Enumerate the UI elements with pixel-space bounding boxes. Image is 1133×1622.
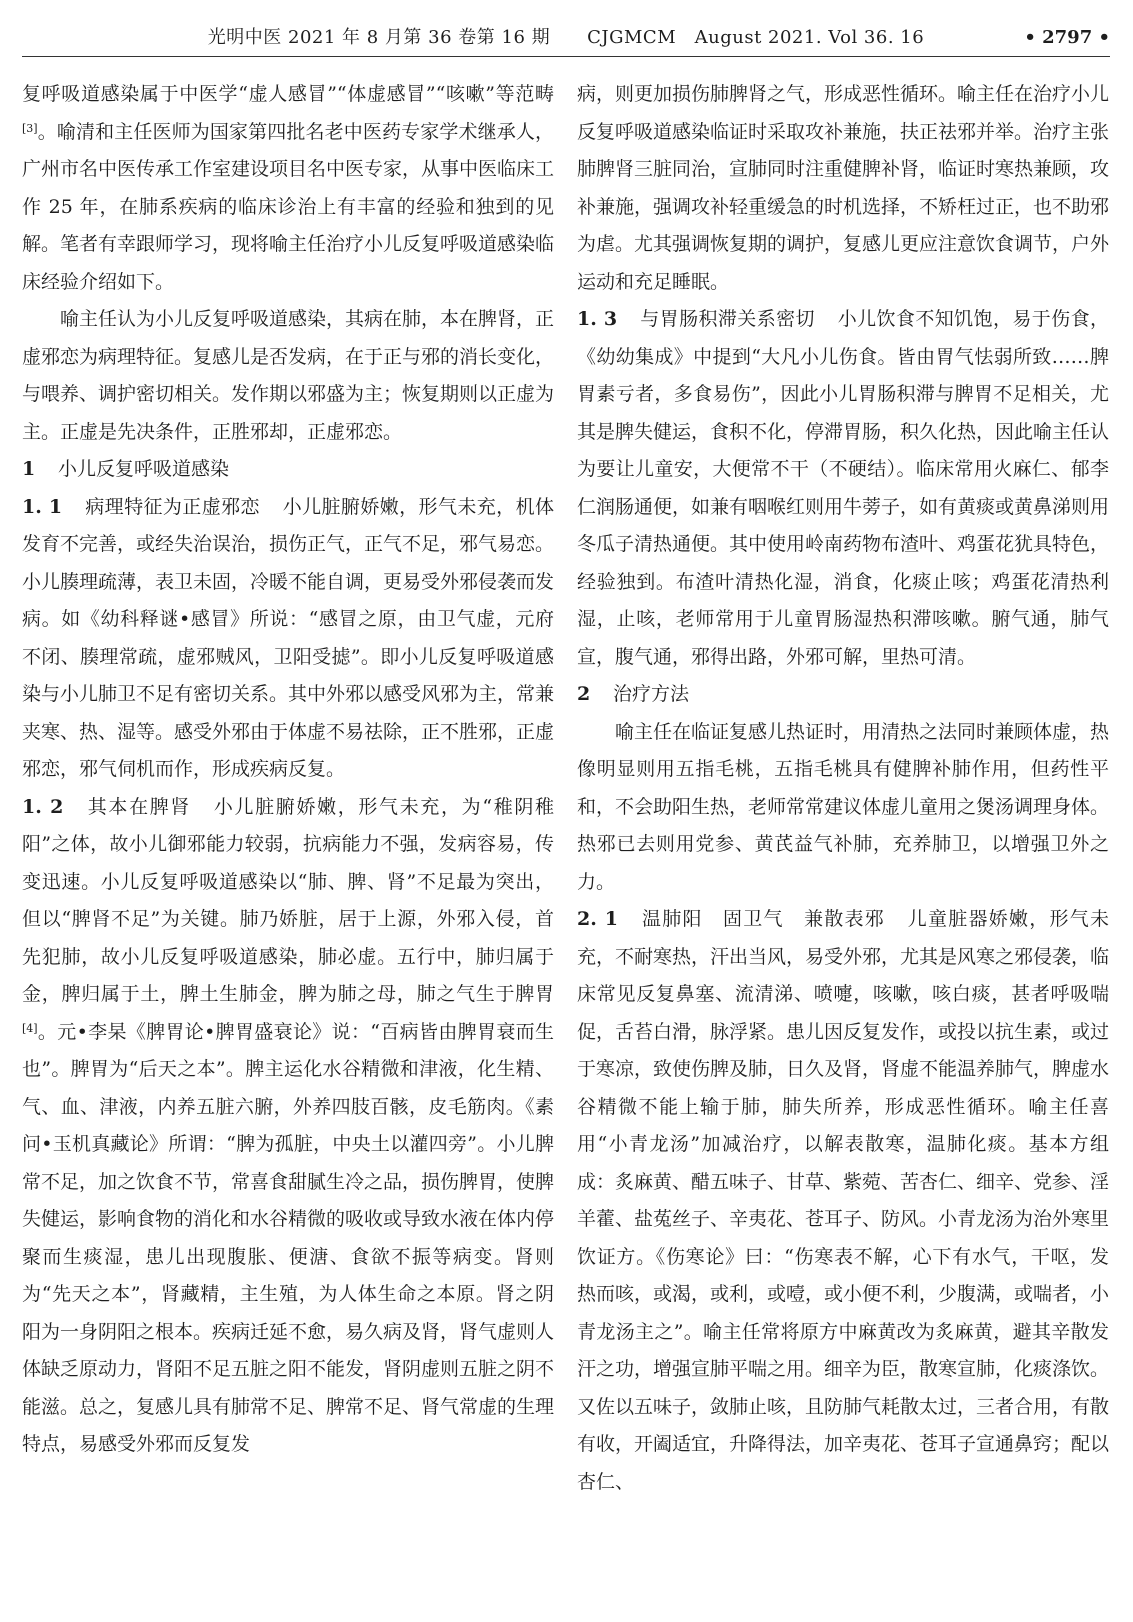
citation-ref-3: [3]	[22, 121, 38, 135]
section-number: 2. 1	[577, 908, 618, 930]
section-number: 1. 2	[22, 795, 64, 818]
intro-text-cont: 。喻清和主任医师为国家第四批名老中医药专家学术继承人，广州市名中医传承工作室建设项目名中医专家，从事中医临床工作 25 年，在肺系疾病的临床诊治上有丰富的经验和独到的见解。笔者有幸跟师学习，现将喻主任治疗小儿反复呼吸道感染临床经验介绍如下。	[22, 120, 554, 293]
section-title: 其本在脾肾	[86, 795, 192, 818]
section-number: 1	[22, 458, 36, 480]
section-text: 小儿脏腑娇嫩，形气未充，为“稚阴稚阳”之体，故小儿御邪能力较弱，抗病能力不强，发病容易，传变迅速。小儿反复呼吸道感染以“肺、脾、肾”不足最为突出，但以“脾肾不足”为关键。肺乃娇脏，居于上源，外邪入侵，首先犯肺，故小儿反复呼吸道感染，肺必虚。五行中，肺归属于金，脾归属于土，脾土生肺金，脾为肺之母，肺之气生于脾胃	[22, 795, 554, 1005]
running-header	[22, 20, 1110, 57]
section-2-1	[577, 901, 1109, 1501]
section-text: 小儿脏腑娇嫩，形气未充，机体发育不完善，或经失治误治，损伤正气，正气不足，邪气易恋。小儿腠理疏薄，表卫未固，冷暖不能自调，更易受外邪侵袭而发病。如《幼科释谜•感冒》所说：“感冒之原，由卫气虚，元府不闭、腠理常疏，虚邪贼风，卫阳受摅”。即小儿反复呼吸道感染与小儿肺卫不足有密切关系。其中外邪以感受风邪为主，常兼夹寒、热、湿等。感受外邪由于体虚不易祛除，正不胜邪，正虚邪恋，邪气伺机而作，形成疾病反复。	[22, 495, 554, 780]
paragraph-continued: 病，则更加损伤肺脾肾之气，形成恶性循环。喻主任在治疗小儿反复呼吸道感染临证时采取攻补兼施，扶正祛邪并举。治疗主张肺脾肾三脏同治，宣肺同时注重健脾补肾，临证时寒热兼顾，攻补兼施，强调攻补轻重缓急的时机选择，不矫枉过正，也不助邪为虐。尤其强调恢复期的调护，复感儿更应注意饮食调节，户外运动和充足睡眠。	[577, 83, 1109, 293]
left-column	[22, 76, 554, 1612]
page-number: • 2797 •	[1024, 27, 1110, 48]
section-number: 1. 1	[22, 495, 63, 518]
section-1-1	[22, 489, 554, 789]
section-title: 病理特征为正虚邪恋	[84, 495, 260, 518]
right-column	[577, 76, 1109, 1612]
section-number: 1. 3	[577, 308, 618, 330]
paragraph-overview: 喻主任认为小儿反复呼吸道感染，其病在肺，本在脾肾，正虚邪恋为病理特征。复感儿是否发病，在于正与邪的消长变化，与喂养、调护密切相关。发作期以邪盛为主；恢复期则以正虚为主。正虚是先决条件，正胜邪却，正虚邪恋。	[22, 308, 554, 443]
citation-ref-4: [4]	[22, 1021, 38, 1035]
section-1-heading	[22, 451, 554, 489]
section-1-2	[22, 789, 554, 1464]
section-1-3	[577, 301, 1109, 676]
section-text-cont: 。元•李杲《脾胃论•脾胃盛衰论》说：“百病皆由脾胃衰而生也”。脾胃为“后天之本”。脾主运化水谷精微和津液，化生精、气、血、津液，内养五脏六腑，外养四肢百骸，皮毛筋肉。《素问•玉机真藏论》所谓：“脾为孤脏，中央土以灌四旁”。小儿脾常不足，加之饮食不节，常喜食甜腻生冷之品，损伤脾胃，使脾失健运，影响食物的消化和水谷精微的吸收或导致水液在体内停聚而生痰湿，患儿出现腹胀、便溏、食欲不振等病变。肾则为“先天之本”，肾藏精，主生殖，为人体生命之本原。肾之阴阳为一身阴阳之根本。疾病迁延不愈，易久病及肾，肾气虚则人体缺乏原动力，肾阳不足五脏之阳不能发，肾阴虚则五脏之阴不能滋。总之，复感儿具有肺常不足、脾常不足、肾气常虚的生理特点，易感受外邪而反复发	[22, 1020, 554, 1455]
journal-info: 光明中医 2021 年 8 月第 36 卷第 16 期 CJGMCM August 2021. Vol 36. 16	[207, 27, 925, 48]
section-title: 与胃肠积滞关系密切	[639, 308, 815, 330]
section-title: 温肺阳 固卫气 兼散表邪	[640, 908, 885, 930]
section-text: 儿童脏器娇嫩，形气未充，不耐寒热，汗出当风，易受外邪，尤其是风寒之邪侵袭，临床常见反复鼻塞、流清涕、喷嚏，咳嗽，咳白痰，甚者呼吸喘促，舌苔白滑，脉浮紧。患儿因反复发作，或投以抗生素，或过于寒凉，致使伤脾及肺，日久及肾，肾虚不能温养肺气，脾虚水谷精微不能上输于肺，肺失所养，形成恶性循环。喻主任喜用“小青龙汤”加减治疗，以解表散寒，温肺化痰。基本方组成：炙麻黄、醋五味子、甘草、紫菀、苦杏仁、细辛、党参、淫羊藿、盐菟丝子、辛夷花、苍耳子、防风。小青龙汤为治外寒里饮证方。《伤寒论》曰：“伤寒表不解，心下有水气，干呕，发热而咳，或渴，或利，或噎，或小便不利，少腹满，或喘者，小青龙汤主之”。喻主任常将原方中麻黄改为炙麻黄，避其辛散发汗之功，增强宣肺平喘之用。细辛为臣，散寒宣肺，化痰涤饮。又佐以五味子，敛肺止咳，且防肺气耗散太过，三者合用，有散有收，开阖适宜，升降得法，加辛夷花、苍耳子宣通鼻窍；配以杏仁、	[577, 908, 1109, 1493]
section-number: 2	[577, 683, 591, 705]
paragraph-treatment: 喻主任在临证复感儿热证时，用清热之法同时兼顾体虚，热像明显则用五指毛桃，五指毛桃具有健脾补肺作用，但药性平和，不会助阳生热，老师常常建议体虚儿童用之煲汤调理身体。热邪已去则用党参、黄芪益气补肺，充养肺卫，以增强卫外之力。	[577, 720, 1109, 893]
section-text: 小儿饮食不知饥饱，易于伤食，《幼幼集成》中提到“大凡小儿伤食。皆由胃气怯弱所致……脾胃素亏者，多食易伤”，因此小儿胃肠积滞与脾胃不足相关，尤其是脾失健运，食积不化，停滞胃肠，积久化热，因此喻主任认为要让儿童安，大便常不干（不硬结）。临床常用火麻仁、郁李仁润肠通便，如兼有咽喉红则用牛蒡子，如有黄痰或黄鼻涕则用冬瓜子清热通便。其中使用岭南药物布渣叶、鸡蛋花犹具特色，经验独到。布渣叶清热化湿，消食，化痰止咳；鸡蛋花清热利湿，止咳，老师常用于儿童胃肠湿热积滞咳嗽。腑气通，肺气宣，腹气通，邪得出路，外邪可解，里热可清。	[577, 308, 1109, 668]
paragraph-intro	[22, 76, 554, 301]
section-title: 治疗方法	[613, 683, 690, 705]
section-title: 小儿反复呼吸道感染	[58, 458, 230, 480]
section-2-heading	[577, 676, 1109, 714]
intro-text: 复呼吸道感染属于中医学“虚人感冒”“体虚感冒”“咳嗽”等范畴	[22, 83, 554, 105]
